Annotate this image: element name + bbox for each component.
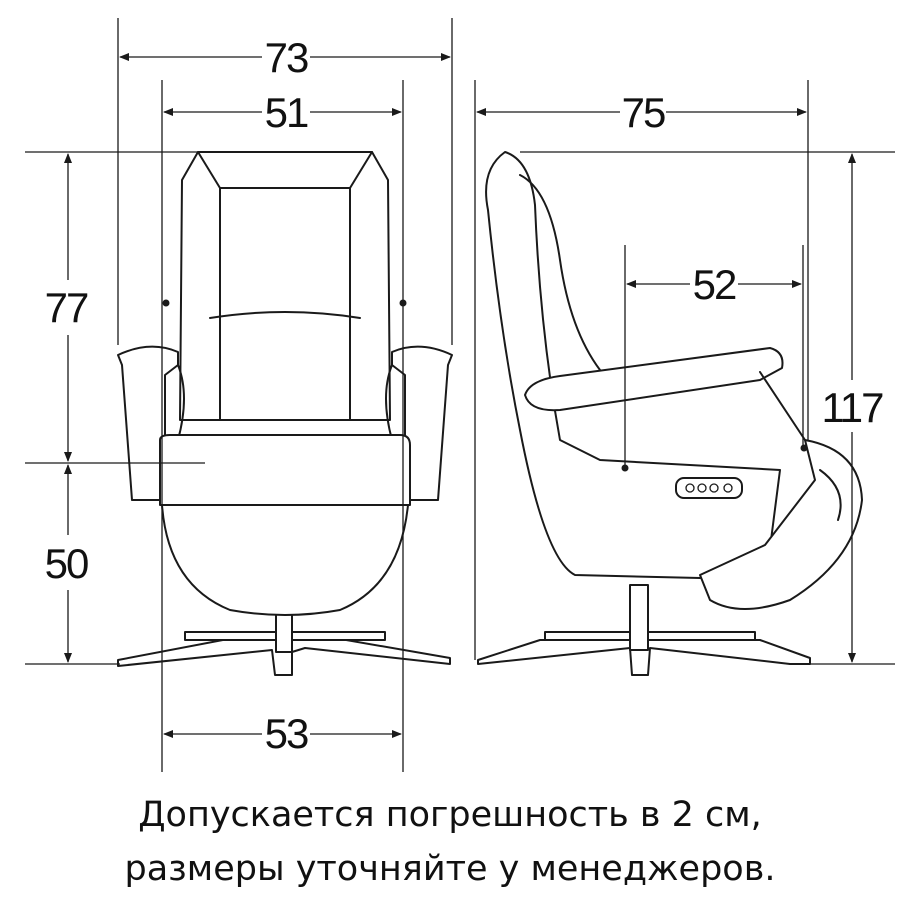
dim-117: 117 — [821, 384, 883, 431]
dim-75: 75 — [621, 89, 665, 136]
dim-52: 52 — [692, 261, 736, 308]
dim-50: 50 — [44, 540, 88, 587]
dim-77: 77 — [44, 284, 88, 331]
dim-51: 51 — [264, 89, 308, 136]
front-view-chair — [118, 152, 452, 675]
caption-line-1: Допускается погрешность в 2 см, — [138, 795, 762, 835]
tolerance-caption — [0, 788, 900, 896]
dim-53: 53 — [264, 710, 308, 757]
caption-line-2: размеры уточняйте у менеджеров. — [124, 849, 776, 889]
dim-73: 73 — [264, 34, 308, 81]
side-view-chair — [478, 152, 862, 675]
